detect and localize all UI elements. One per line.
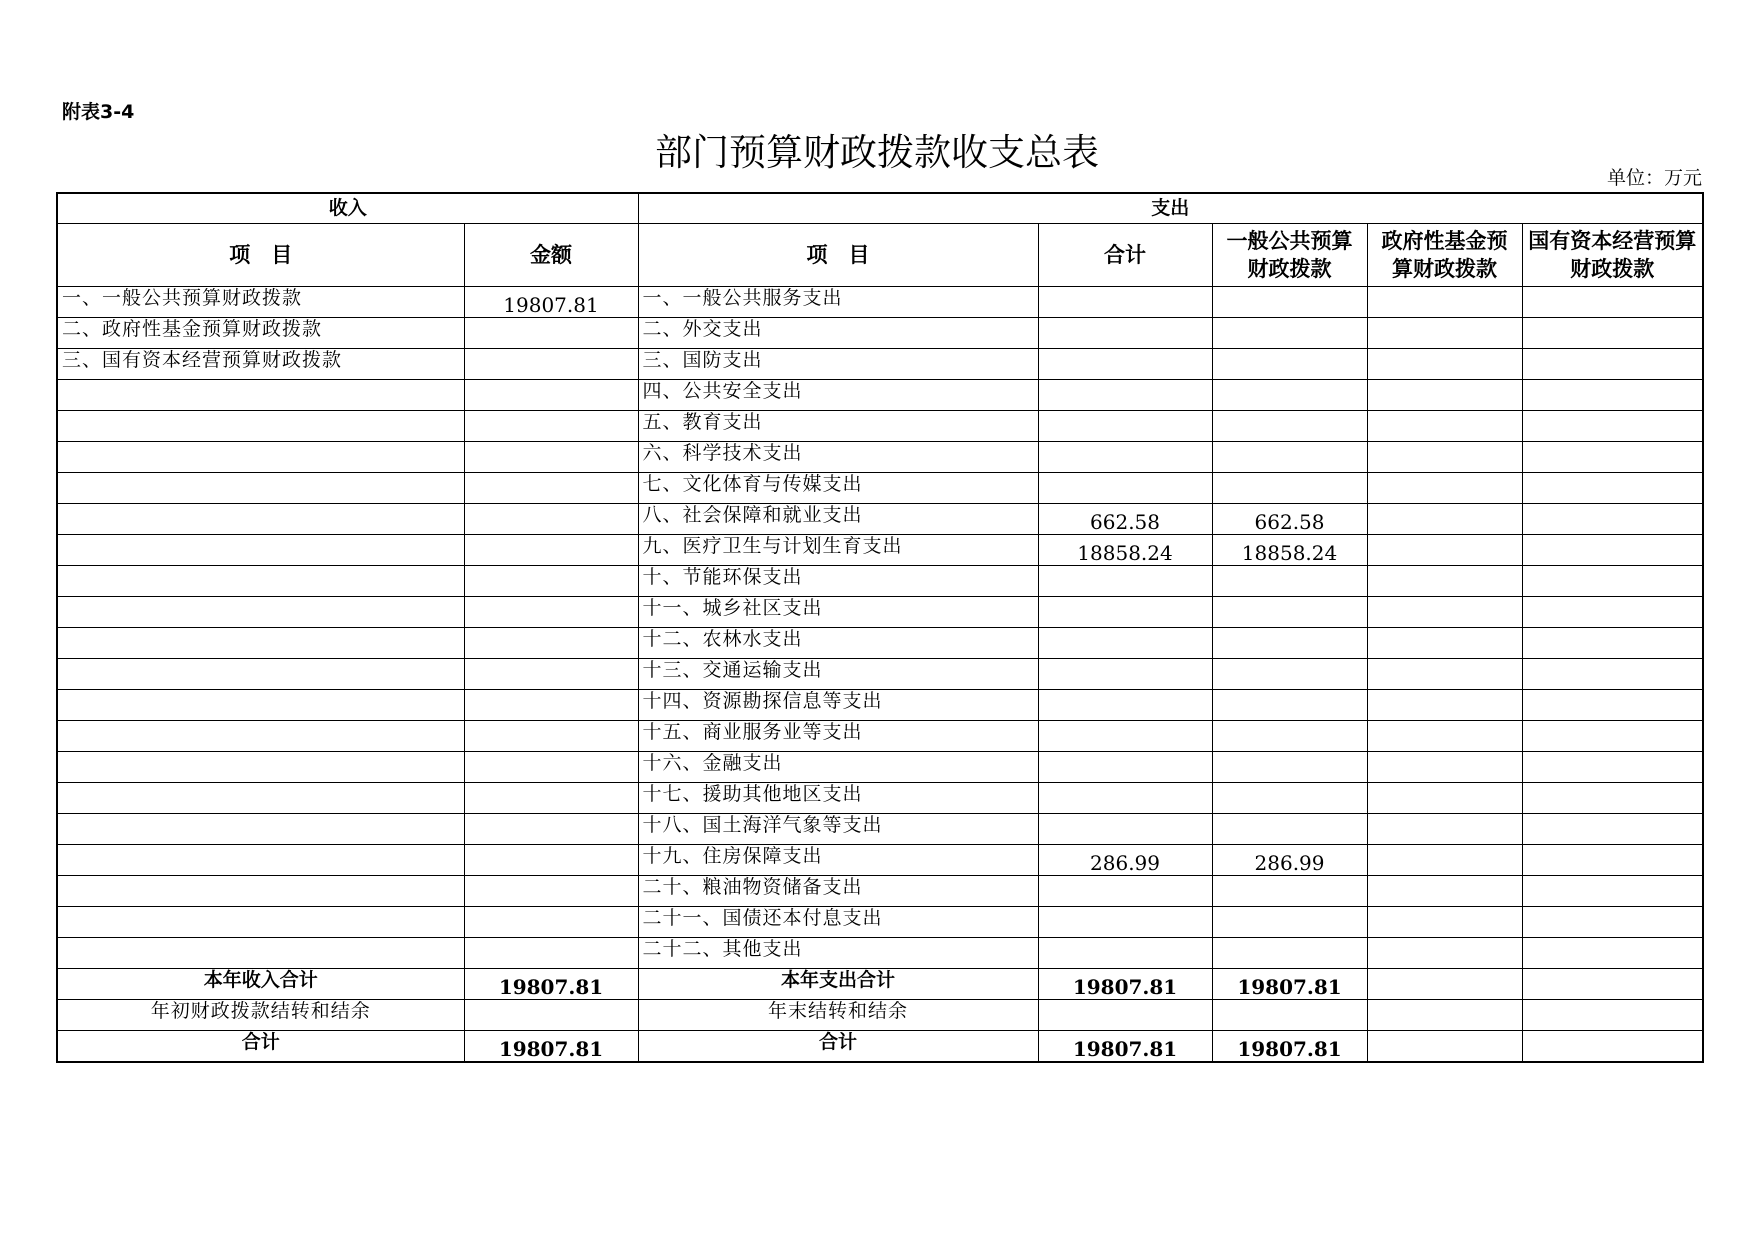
total-row	[57, 1031, 1703, 1063]
expense-item-cell: 本年支出合计	[638, 969, 1038, 1000]
table-row	[57, 318, 1703, 349]
gov-fund-cell	[1367, 473, 1522, 504]
table-row	[57, 845, 1703, 876]
total-cell	[1038, 938, 1212, 969]
expense-item-cell: 十七、援助其他地区支出	[638, 783, 1038, 814]
general-budget-cell	[1212, 411, 1367, 442]
income-item-cell: 三、国有资本经营预算财政拨款	[57, 349, 464, 380]
expense-item-cell: 十一、城乡社区支出	[638, 597, 1038, 628]
expense-item-cell: 十四、资源勘探信息等支出	[638, 690, 1038, 721]
income-item-cell	[57, 845, 464, 876]
income-item-cell	[57, 535, 464, 566]
income-amount-cell	[464, 380, 638, 411]
total-cell	[1038, 380, 1212, 411]
expense-item-cell: 六、科学技术支出	[638, 442, 1038, 473]
expense-item-cell: 二、外交支出	[638, 318, 1038, 349]
total-cell: 286.99	[1038, 845, 1212, 876]
income-item-cell	[57, 814, 464, 845]
general-budget-cell	[1212, 876, 1367, 907]
state-capital-cell	[1522, 535, 1703, 566]
expense-item-cell: 七、文化体育与传媒支出	[638, 473, 1038, 504]
total-cell	[1038, 659, 1212, 690]
gov-fund-cell	[1367, 907, 1522, 938]
total-cell	[1038, 473, 1212, 504]
income-item-cell	[57, 597, 464, 628]
total-cell	[1038, 783, 1212, 814]
state-capital-cell	[1522, 814, 1703, 845]
general-budget-cell: 286.99	[1212, 845, 1367, 876]
state-capital-cell	[1522, 938, 1703, 969]
expense-item-cell: 九、医疗卫生与计划生育支出	[638, 535, 1038, 566]
income-amount-cell	[464, 845, 638, 876]
table-row	[57, 876, 1703, 907]
income-amount-cell	[464, 938, 638, 969]
general-budget-cell	[1212, 1000, 1367, 1031]
expense-item-cell: 十五、商业服务业等支出	[638, 721, 1038, 752]
income-item-cell	[57, 907, 464, 938]
page-title: 部门预算财政拨款收支总表	[655, 131, 1099, 174]
state-capital-cell	[1522, 721, 1703, 752]
general-budget-cell: 18858.24	[1212, 535, 1367, 566]
income-amount-cell	[464, 690, 638, 721]
general-budget-cell	[1212, 349, 1367, 380]
gov-fund-cell	[1367, 349, 1522, 380]
general-budget-cell: 19807.81	[1212, 1031, 1367, 1063]
gov-fund-cell	[1367, 1031, 1522, 1063]
income-item-cell: 本年收入合计	[57, 969, 464, 1000]
income-amount-cell	[464, 1000, 638, 1031]
income-item-cell	[57, 473, 464, 504]
total-cell: 18858.24	[1038, 535, 1212, 566]
state-capital-cell	[1522, 318, 1703, 349]
income-amount-cell	[464, 411, 638, 442]
general-budget-cell	[1212, 721, 1367, 752]
section-header-row	[57, 193, 1703, 224]
gov-fund-cell	[1367, 845, 1522, 876]
total-cell	[1038, 411, 1212, 442]
gov-fund-cell	[1367, 752, 1522, 783]
general-budget-cell	[1212, 907, 1367, 938]
general-budget-cell: 662.58	[1212, 504, 1367, 535]
state-capital-header: 国有资本经营预算财政拨款	[1522, 224, 1703, 287]
table-row	[57, 721, 1703, 752]
expense-item-cell: 三、国防支出	[638, 349, 1038, 380]
gov-fund-cell	[1367, 318, 1522, 349]
table-row	[57, 783, 1703, 814]
state-capital-cell	[1522, 473, 1703, 504]
total-cell	[1038, 628, 1212, 659]
table-row	[57, 752, 1703, 783]
expense-item-cell: 二十二、其他支出	[638, 938, 1038, 969]
income-item-cell: 二、政府性基金预算财政拨款	[57, 318, 464, 349]
state-capital-cell	[1522, 597, 1703, 628]
state-capital-cell	[1522, 380, 1703, 411]
income-amount-cell	[464, 535, 638, 566]
income-item-cell	[57, 411, 464, 442]
income-amount-cell	[464, 721, 638, 752]
expense-item-cell: 八、社会保障和就业支出	[638, 504, 1038, 535]
gov-fund-cell	[1367, 597, 1522, 628]
expense-item-cell: 五、教育支出	[638, 411, 1038, 442]
general-budget-cell	[1212, 380, 1367, 411]
general-budget-cell	[1212, 659, 1367, 690]
total-cell: 662.58	[1038, 504, 1212, 535]
expense-item-cell: 十二、农林水支出	[638, 628, 1038, 659]
total-cell	[1038, 349, 1212, 380]
gov-fund-cell	[1367, 535, 1522, 566]
income-item-cell	[57, 752, 464, 783]
total-cell	[1038, 690, 1212, 721]
income-amount-cell	[464, 876, 638, 907]
expense-item-cell: 二十一、国债还本付息支出	[638, 907, 1038, 938]
income-amount-header: 金额	[464, 224, 638, 287]
income-item-cell	[57, 442, 464, 473]
income-amount-cell	[464, 442, 638, 473]
income-item-cell: 一、一般公共预算财政拨款	[57, 287, 464, 318]
unit-label: 单位：万元	[1606, 167, 1702, 189]
gov-fund-cell	[1367, 876, 1522, 907]
expense-item-cell: 二十、粮油物资储备支出	[638, 876, 1038, 907]
general-budget-cell	[1212, 566, 1367, 597]
state-capital-cell	[1522, 349, 1703, 380]
column-header-row	[57, 224, 1703, 287]
gov-fund-cell	[1367, 287, 1522, 318]
gov-fund-cell	[1367, 628, 1522, 659]
income-amount-cell	[464, 628, 638, 659]
income-amount-cell	[464, 318, 638, 349]
income-amount-cell	[464, 783, 638, 814]
income-amount-cell	[464, 566, 638, 597]
table-row	[57, 535, 1703, 566]
table-row	[57, 349, 1703, 380]
state-capital-cell	[1522, 907, 1703, 938]
table-row	[57, 907, 1703, 938]
general-budget-cell	[1212, 752, 1367, 783]
state-capital-cell	[1522, 752, 1703, 783]
state-capital-cell	[1522, 287, 1703, 318]
total-row	[57, 1000, 1703, 1031]
general-budget-header: 一般公共预算财政拨款	[1212, 224, 1367, 287]
total-cell	[1038, 597, 1212, 628]
gov-fund-cell	[1367, 938, 1522, 969]
general-budget-cell	[1212, 938, 1367, 969]
gov-fund-cell	[1367, 659, 1522, 690]
income-item-cell	[57, 628, 464, 659]
total-cell: 19807.81	[1038, 969, 1212, 1000]
general-budget-cell	[1212, 473, 1367, 504]
expense-item-cell: 年末结转和结余	[638, 1000, 1038, 1031]
income-item-cell	[57, 659, 464, 690]
general-budget-cell: 19807.81	[1212, 969, 1367, 1000]
expense-item-cell: 十八、国土海洋气象等支出	[638, 814, 1038, 845]
table-row	[57, 938, 1703, 969]
total-cell	[1038, 442, 1212, 473]
state-capital-cell	[1522, 690, 1703, 721]
state-capital-cell	[1522, 442, 1703, 473]
expense-item-cell: 十九、住房保障支出	[638, 845, 1038, 876]
total-cell	[1038, 876, 1212, 907]
state-capital-cell	[1522, 876, 1703, 907]
gov-fund-cell	[1367, 690, 1522, 721]
income-amount-cell	[464, 504, 638, 535]
income-amount-cell	[464, 659, 638, 690]
general-budget-cell	[1212, 628, 1367, 659]
income-amount-cell	[464, 907, 638, 938]
table-row	[57, 442, 1703, 473]
total-cell	[1038, 752, 1212, 783]
gov-fund-cell	[1367, 380, 1522, 411]
income-item-cell	[57, 938, 464, 969]
total-cell: 19807.81	[1038, 1031, 1212, 1063]
expense-item-header: 项 目	[638, 224, 1038, 287]
gov-fund-cell	[1367, 969, 1522, 1000]
table-row	[57, 380, 1703, 411]
income-amount-cell	[464, 349, 638, 380]
general-budget-cell	[1212, 318, 1367, 349]
state-capital-cell	[1522, 411, 1703, 442]
table-row	[57, 287, 1703, 318]
income-item-cell	[57, 566, 464, 597]
expense-section-header: 支出	[638, 193, 1703, 224]
total-row	[57, 969, 1703, 1000]
expense-item-cell: 一、一般公共服务支出	[638, 287, 1038, 318]
income-item-cell	[57, 876, 464, 907]
gov-fund-cell	[1367, 411, 1522, 442]
state-capital-cell	[1522, 845, 1703, 876]
expense-item-cell: 合计	[638, 1031, 1038, 1063]
table-row	[57, 628, 1703, 659]
gov-fund-cell	[1367, 1000, 1522, 1031]
income-item-cell	[57, 504, 464, 535]
expense-item-cell: 四、公共安全支出	[638, 380, 1038, 411]
total-cell	[1038, 566, 1212, 597]
general-budget-cell	[1212, 690, 1367, 721]
income-item-cell: 年初财政拨款结转和结余	[57, 1000, 464, 1031]
income-amount-cell: 19807.81	[464, 287, 638, 318]
total-cell	[1038, 1000, 1212, 1031]
table-row	[57, 659, 1703, 690]
expense-item-cell: 十三、交通运输支出	[638, 659, 1038, 690]
table-row	[57, 690, 1703, 721]
income-amount-cell	[464, 473, 638, 504]
state-capital-cell	[1522, 566, 1703, 597]
income-item-cell	[57, 380, 464, 411]
gov-fund-cell	[1367, 721, 1522, 752]
table-row	[57, 566, 1703, 597]
general-budget-cell	[1212, 442, 1367, 473]
income-item-header: 项 目	[57, 224, 464, 287]
state-capital-cell	[1522, 969, 1703, 1000]
total-cell	[1038, 907, 1212, 938]
state-capital-cell	[1522, 504, 1703, 535]
table-row	[57, 814, 1703, 845]
state-capital-cell	[1522, 628, 1703, 659]
general-budget-cell	[1212, 814, 1367, 845]
table-row	[57, 504, 1703, 535]
gov-fund-cell	[1367, 504, 1522, 535]
income-item-cell	[57, 721, 464, 752]
table-row	[57, 411, 1703, 442]
income-item-cell: 合计	[57, 1031, 464, 1063]
general-budget-cell	[1212, 287, 1367, 318]
state-capital-cell	[1522, 1000, 1703, 1031]
total-cell	[1038, 287, 1212, 318]
income-amount-cell	[464, 814, 638, 845]
expense-item-cell: 十、节能环保支出	[638, 566, 1038, 597]
gov-fund-header: 政府性基金预算财政拨款	[1367, 224, 1522, 287]
total-cell	[1038, 318, 1212, 349]
gov-fund-cell	[1367, 814, 1522, 845]
total-cell	[1038, 721, 1212, 752]
income-amount-cell: 19807.81	[464, 969, 638, 1000]
income-amount-cell: 19807.81	[464, 1031, 638, 1063]
total-header: 合计	[1038, 224, 1212, 287]
expense-item-cell: 十六、金融支出	[638, 752, 1038, 783]
income-item-cell	[57, 690, 464, 721]
gov-fund-cell	[1367, 566, 1522, 597]
gov-fund-cell	[1367, 442, 1522, 473]
gov-fund-cell	[1367, 783, 1522, 814]
general-budget-cell	[1212, 597, 1367, 628]
budget-table	[56, 192, 1704, 1063]
state-capital-cell	[1522, 783, 1703, 814]
income-item-cell	[57, 783, 464, 814]
income-section-header: 收入	[57, 193, 638, 224]
table-row	[57, 597, 1703, 628]
state-capital-cell	[1522, 1031, 1703, 1063]
income-amount-cell	[464, 597, 638, 628]
total-cell	[1038, 814, 1212, 845]
income-amount-cell	[464, 752, 638, 783]
state-capital-cell	[1522, 659, 1703, 690]
appendix-label: 附表3-4	[62, 101, 135, 123]
table-row	[57, 473, 1703, 504]
general-budget-cell	[1212, 783, 1367, 814]
